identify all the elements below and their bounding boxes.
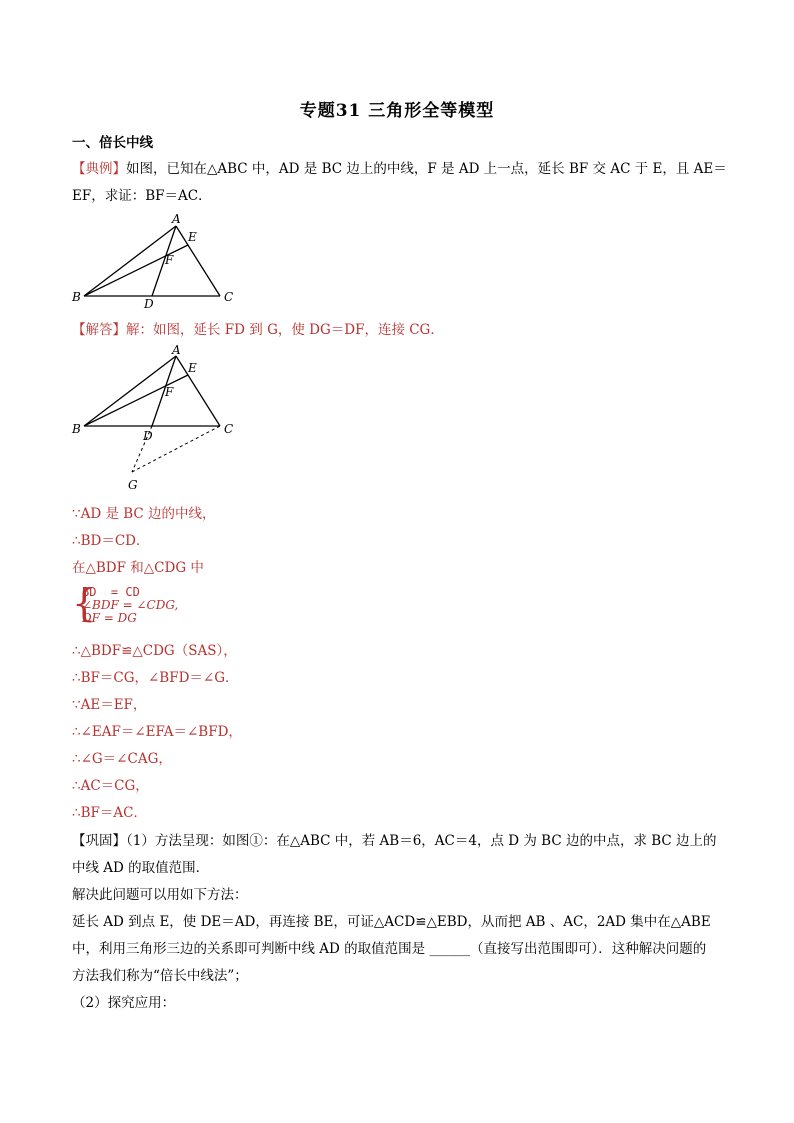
example-line-2: EF，求证：BF＝AC． [72,188,212,204]
consolidate-text-1: （1）方法呈现：如图①：在△ABC 中，若 AB＝6，AC＝4，点 D 为 BC 边的中点，求 BC 边上的 [126,833,717,849]
label-a: A [172,212,181,226]
triangle-figure-1 [64,210,244,310]
label-a: A [172,344,181,357]
example-line-1 [72,160,727,178]
proof-line-6: ∵AE＝EF， [72,697,147,713]
label-c: C [224,422,234,436]
segment-ba [84,226,176,296]
consolidate-line-3: 解决此问题可以用如下方法： [72,887,248,903]
system-row-1: BD = CD [82,585,140,599]
equation-system [72,581,272,628]
system-row-3: DF = DG [82,611,137,625]
label-b: B [72,422,81,436]
label-c: C [224,290,234,304]
consolidate-line-7: （2）探究应用： [72,995,176,1011]
label-f: F [165,253,174,267]
label-b: B [72,290,81,304]
segment-ac [176,226,220,296]
proof-line-4: ∴△BDF≌△CDG（SAS）， [72,643,237,659]
segment-be [84,375,188,426]
label-d: D [143,429,153,443]
proof-line-3: 在△BDF 和△CDG 中 [72,560,204,576]
label-g: G [128,478,138,492]
label-f: F [165,385,174,399]
proof-line-9: ∴AC＝CG， [72,778,149,794]
consolidate-line-6: 方法我们称为“倍长中线法”； [72,968,248,984]
consolidate-line-1 [72,832,724,850]
proof-line-8: ∴∠G＝∠CAG， [72,751,172,767]
label-e: E [188,230,197,244]
proof-line-5: ∴BF＝CG，∠BFD＝∠G． [72,670,239,686]
consolidate-line-4: 延长 AD 到点 E，使 DE＝AD，再连接 BE，可证△ACD≌△EBD，从而把 AB 、AC，2AD 集中在△ABE [72,914,711,930]
example-text-1: 如图，已知在△ABC 中，AD 是 BC 边上的中线，F 是 AD 上一点，延长 BF 交 AC 于 E，且 AE＝ [126,161,727,177]
proof-line-10: ∴BF＝AC． [72,805,147,821]
consolidate-line-5: 中，利用三角形三边的关系即可判断中线 AD 的取值范围是 ______（直接写出范围即可）．这种解决问题的 [72,941,707,957]
label-e: E [188,361,197,375]
proof-line-2: ∴BD＝CD． [72,533,150,549]
proof-line-7: ∴∠EAF＝∠EFA＝∠BFD， [72,724,242,740]
segment-ba [84,356,176,426]
solution-tag: 【解答】 [72,322,126,338]
proof-line-1: ∵AD 是 BC 边的中线， [72,506,216,522]
example-tag: 【典例】 [72,161,126,177]
system-row-2: ∠BDF = ∠CDG, [82,598,179,612]
brace-symbol: { [72,581,97,625]
consolidate-line-2: 中线 AD 的取值范围． [72,860,210,876]
consolidate-tag: 【巩固】 [72,833,126,849]
solution-line [72,321,724,339]
section-heading: 一、倍长中线 [72,135,153,151]
segment-ac [176,356,220,426]
triangle-figure-2 [64,344,244,492]
label-d: D [144,297,154,310]
page-title: 专题31 三角形全等模型 [299,101,495,121]
solution-text: 解：如图，延长 FD 到 G，使 DG＝DF，连接 CG． [126,322,444,338]
